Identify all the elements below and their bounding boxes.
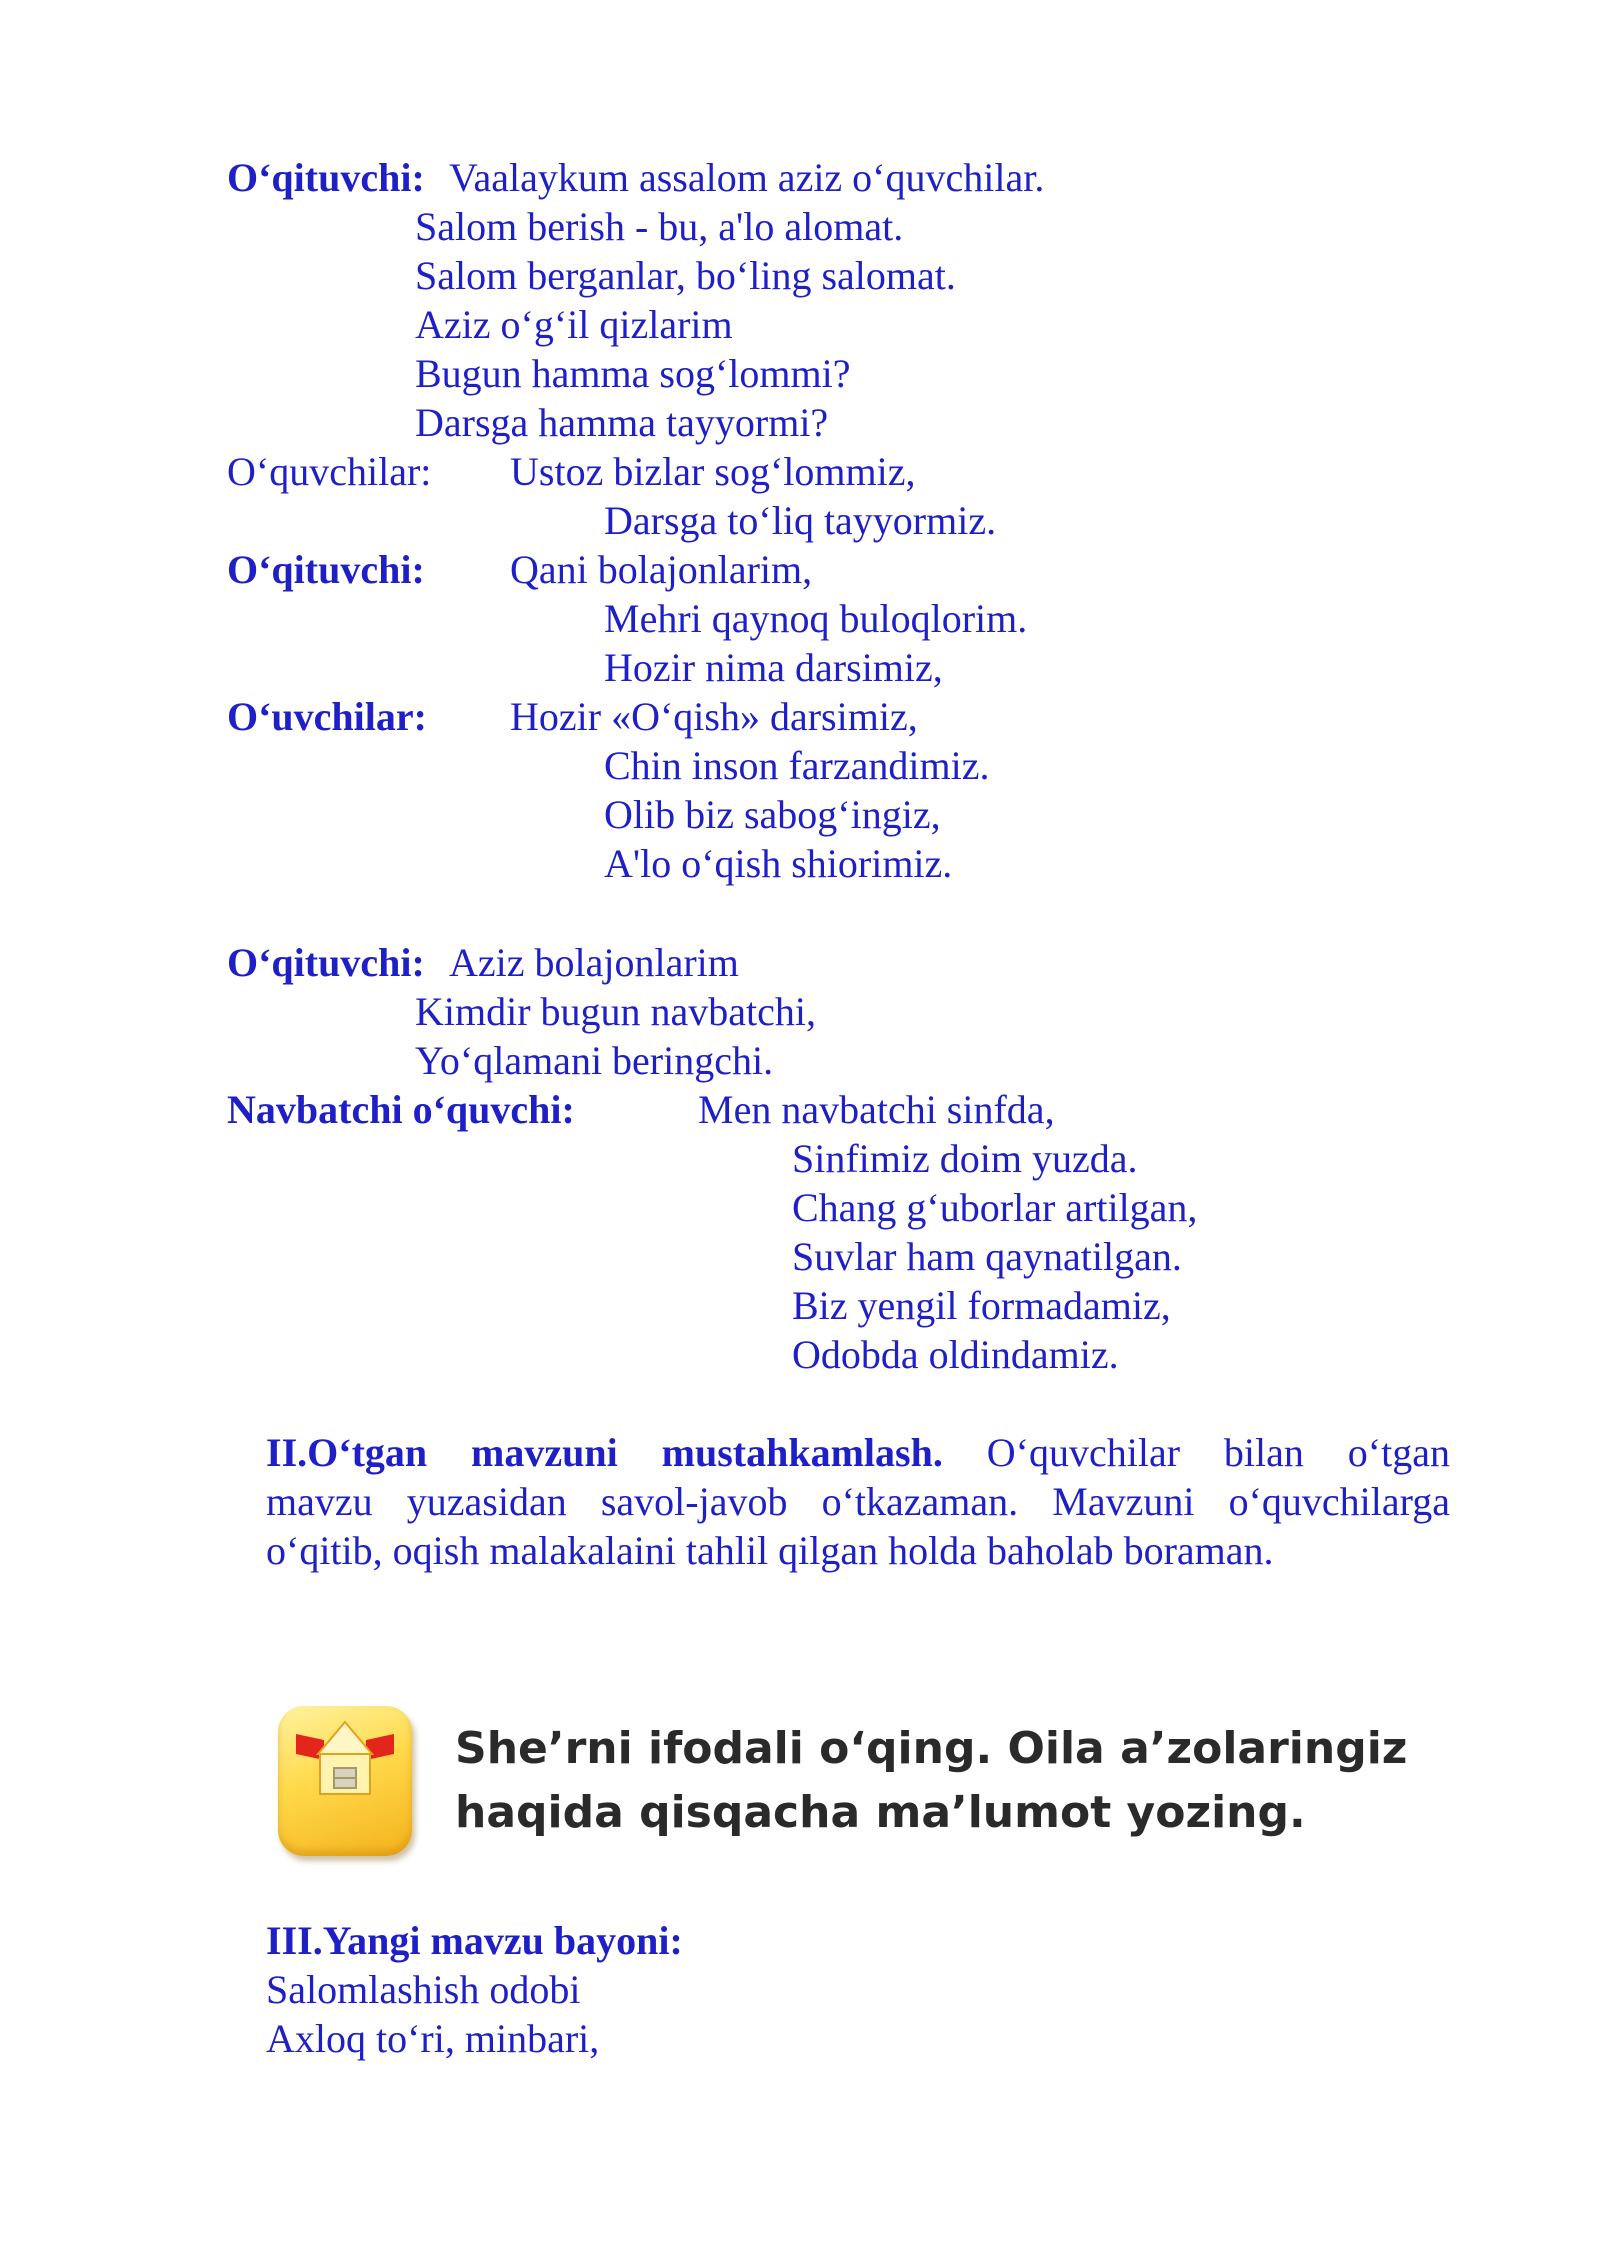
speaker-label-students: O‘quvchilar: (227, 449, 432, 494)
dialogue-line: Men navbatchi sinfda, (698, 1087, 1055, 1132)
dialogue-line: Odobda oldindamiz. (792, 1332, 1119, 1377)
dialogue-line: Suvlar ham qaynatilgan. (792, 1234, 1182, 1279)
section-2-heading: II.O‘tgan mavzuni mustahkamlash. (266, 1430, 943, 1475)
dialogue-line: Kimdir bugun navbatchi, (415, 989, 817, 1034)
section-2-text: o‘qitib, oqish malakalaini tahlil qilgan holda baholab boraman. (266, 1528, 1274, 1573)
dialogue-line: Darsga to‘liq tayyormiz. (604, 498, 997, 543)
dialogue-line: Ustoz bizlar sog‘lommiz, (510, 449, 916, 494)
dialogue-line: Chin inson farzandimiz. (604, 743, 990, 788)
dialogue-line: Sinfimiz doim yuzda. (792, 1136, 1138, 1181)
dialogue-line: Aziz bolajonlarim (449, 940, 739, 985)
section-3-heading: III.Yangi mavzu bayoni: (266, 1918, 683, 1963)
dialogue-line: A'lo o‘qish shiorimiz. (604, 841, 953, 886)
section-2-text: O‘quvchilar bilan o‘tgan (986, 1430, 1450, 1475)
section-3-text: Salomlashish odobi (266, 1967, 581, 2012)
dialogue-line: Vaalaykum assalom aziz o‘quvchilar. (449, 155, 1045, 200)
dialogue-line: Hozir «O‘qish» darsimiz, (510, 694, 918, 739)
dialogue-line: Biz yengil formadamiz, (792, 1283, 1171, 1328)
task-text: She’rni ifodali o‘qing. Oila a’zolaringiz (455, 1723, 1408, 1774)
dialogue-line: Qani bolajonlarim, (510, 547, 813, 592)
dialogue-line: Darsga hamma tayyormi? (415, 400, 829, 445)
dialogue-line: Salom berish - bu, a'lo alomat. (415, 204, 904, 249)
dialogue-line: Mehri qaynoq buloqlorim. (604, 596, 1028, 641)
speaker-label-duty-student: Navbatchi o‘quvchi: (227, 1087, 575, 1132)
dialogue-line: Salom berganlar, bo‘ling salomat. (415, 253, 956, 298)
task-text: haqida qisqacha ma’lumot yozing. (455, 1787, 1306, 1838)
dialogue-line: Hozir nima darsimiz, (604, 645, 943, 690)
speaker-label-teacher: O‘qituvchi: (227, 155, 425, 200)
dialogue-line: Olib biz sabog‘ingiz, (604, 792, 941, 837)
speaker-label-students: O‘uvchilar: (227, 694, 427, 739)
section-3-text: Axloq to‘ri, minbari, (266, 2016, 600, 2061)
dialogue-line: Chang g‘uborlar artilgan, (792, 1185, 1198, 1230)
dialogue-line: Bugun hamma sog‘lommi? (415, 351, 851, 396)
speaker-label-teacher: O‘qituvchi: (227, 547, 425, 592)
house-icon (278, 1706, 412, 1856)
dialogue-line: Aziz o‘g‘il qizlarim (415, 302, 733, 347)
section-2-first-line (266, 1428, 1450, 1477)
section-2-text: mavzu yuzasidan savol-javob o‘tkazaman. Mavzuni o‘quvchilarga (266, 1479, 1450, 1524)
speaker-label-teacher: O‘qituvchi: (227, 940, 425, 985)
dialogue-line: Yo‘qlamani beringchi. (415, 1038, 774, 1083)
